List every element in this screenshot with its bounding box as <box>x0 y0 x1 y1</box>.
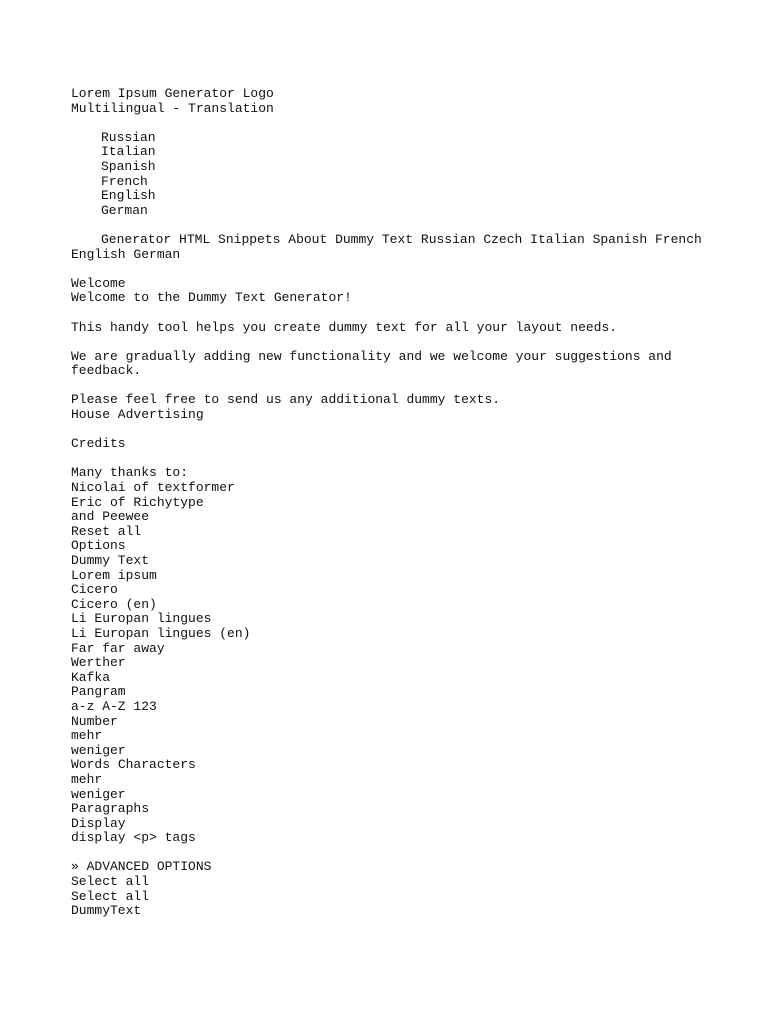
paragraphs-label: Paragraphs <box>71 801 150 817</box>
nav-item-about[interactable]: About Dummy Text <box>288 231 414 247</box>
display-heading: Display <box>71 815 126 831</box>
credits-heading: Credits <box>71 436 126 452</box>
credit-eric[interactable]: Eric of Richytype <box>71 494 204 510</box>
spacer <box>71 423 711 438</box>
credit-nicolai[interactable]: Nicolai of textformer <box>71 480 235 496</box>
spacer <box>71 116 711 131</box>
less-button-1[interactable]: weniger <box>71 742 126 758</box>
language-item-russian[interactable]: Russian <box>101 129 156 145</box>
text-option-far-far-away[interactable]: Far far away <box>71 640 165 656</box>
logo-link[interactable]: Lorem Ipsum Generator Logo <box>71 86 274 101</box>
page-content <box>71 87 711 919</box>
text-option-cicero[interactable]: Cicero <box>71 582 118 598</box>
select-all-button-1[interactable]: Select all <box>71 874 150 890</box>
spacer <box>71 379 711 394</box>
characters-option[interactable]: Characters <box>117 757 196 773</box>
nav-item-html-snippets[interactable]: HTML Snippets <box>179 231 281 247</box>
language-item-spanish[interactable]: Spanish <box>101 158 156 174</box>
language-item-french[interactable]: French <box>101 173 148 189</box>
options-heading: Options <box>71 538 126 554</box>
dummytext-label: DummyText <box>71 903 142 919</box>
unit-selector <box>71 758 711 773</box>
text-option-werther[interactable]: Werther <box>71 655 126 671</box>
select-all-button-2[interactable]: Select all <box>71 888 150 904</box>
words-option[interactable]: Words <box>71 757 111 773</box>
number-heading: Number <box>71 713 118 729</box>
more-button-1[interactable]: mehr <box>71 728 103 744</box>
nav-item-generator[interactable]: Generator <box>101 231 172 247</box>
welcome-heading: Welcome <box>71 275 126 291</box>
language-list <box>71 131 711 219</box>
text-option-kafka[interactable]: Kafka <box>71 669 111 685</box>
language-item-italian[interactable]: Italian <box>101 144 156 160</box>
text-option-pangram[interactable]: Pangram <box>71 684 126 700</box>
text-option-li-europan[interactable]: Li Europan lingues <box>71 611 212 627</box>
main-nav <box>71 233 711 248</box>
advanced-options-toggle[interactable]: » ADVANCED OPTIONS <box>71 859 212 875</box>
dummy-text-options <box>71 569 711 715</box>
spacer <box>71 218 711 233</box>
nav-item-russian[interactable]: Russian <box>420 231 476 247</box>
language-item-english[interactable]: English <box>101 188 156 204</box>
multilingual-label: Multilingual - Translation <box>71 100 274 116</box>
welcome-paragraph-3: Please feel free to send us any additional dummy texts. <box>71 392 501 408</box>
spacer <box>71 306 711 321</box>
welcome-paragraph-1: This handy tool helps you create dummy text for all your layout needs. <box>71 319 618 335</box>
less-button-2[interactable]: weniger <box>71 786 126 802</box>
reset-all-button[interactable]: Reset all <box>71 523 142 539</box>
welcome-title: Welcome to the Dummy Text Generator! <box>71 290 352 306</box>
spacer <box>71 452 711 467</box>
text-option-li-europan-en[interactable]: Li Europan lingues (en) <box>71 625 251 641</box>
spacer <box>71 262 711 277</box>
main-nav-continued <box>71 248 711 263</box>
welcome-paragraph-2-line-2: feedback. <box>71 363 142 379</box>
text-option-a-z[interactable]: a-z A-Z 123 <box>71 698 157 714</box>
text-option-cicero-en[interactable]: Cicero (en) <box>71 596 157 612</box>
credits-intro: Many thanks to: <box>71 465 189 481</box>
welcome-paragraph-2-line-1: We are gradually adding new functionality and we welcome your suggestions and <box>71 348 672 364</box>
nav-item-french[interactable]: French <box>655 231 702 247</box>
display-p-tags-checkbox[interactable]: display <p> tags <box>71 830 196 846</box>
nav-item-czech[interactable]: Czech <box>483 231 523 247</box>
nav-item-italian[interactable]: Italian <box>530 231 585 247</box>
credit-peewee: and Peewee <box>71 509 150 525</box>
language-item-german[interactable]: German <box>101 202 148 218</box>
house-advertising-heading: House Advertising <box>71 407 204 423</box>
spacer <box>71 335 711 350</box>
spacer <box>71 846 711 861</box>
dummy-text-heading: Dummy Text <box>71 553 150 568</box>
more-button-2[interactable]: mehr <box>71 771 103 787</box>
nav-item-spanish[interactable]: Spanish <box>592 231 648 247</box>
text-option-lorem-ipsum[interactable]: Lorem ipsum <box>71 567 157 583</box>
nav-item-english[interactable]: English <box>71 246 126 262</box>
nav-item-german[interactable]: German <box>133 246 181 262</box>
